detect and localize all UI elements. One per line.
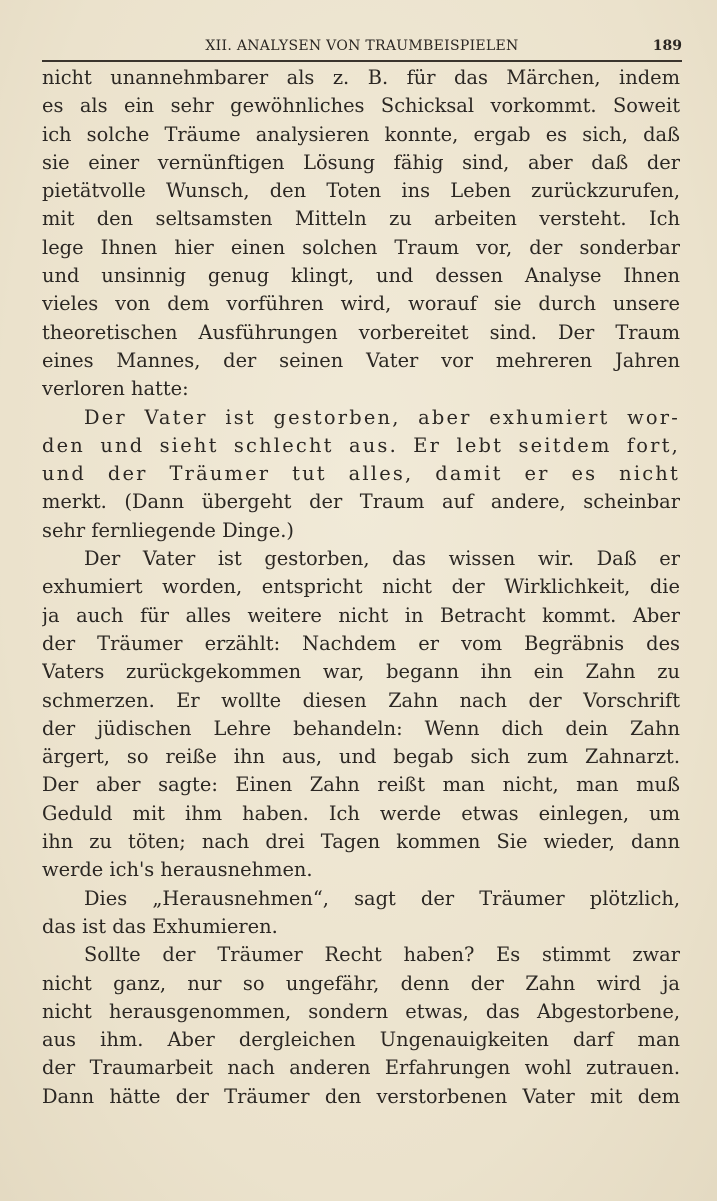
text-line: werde ich's herausnehmen. [42,858,313,882]
text-line-emphasis: den und sieht schlecht aus. Er lebt seitdem fort, [42,433,680,457]
text-line: Der Vater ist gestorben, das wissen wir. Daß er [84,547,680,571]
text-line: verloren hatte: [42,377,189,401]
text-line: pietätvolle Wunsch, den Toten ins Leben zurückzurufen, [42,179,680,203]
text-line: mit den seltsamsten Mitteln zu arbeiten versteht. Ich [42,207,680,231]
text-line: aus ihm. Aber dergleichen Ungenauigkeiten darf man [42,1028,680,1052]
text-line: der Traumarbeit nach anderen Erfahrungen wohl zutrauen. [42,1056,680,1080]
running-header [42,36,682,58]
text-line: sehr fernliegende Dinge.) [42,518,294,542]
text-line: der Träumer erzählt: Nachdem er vom Begräbnis des [42,631,680,655]
text-line: ich solche Träume analysieren konnte, ergab es sich, daß [42,122,680,146]
text-line: Sollte der Träumer Recht haben? Es stimmt zwar [84,943,680,967]
body-text [42,64,680,1111]
text-line: das ist das Exhumieren. [42,914,278,938]
text-line-emphasis: Der Vater ist gestorben, aber exhumiert wor- [84,405,680,429]
text-line: sie einer vernünftigen Lösung fähig sind, aber daß der [42,150,680,174]
text-line: ihn zu töten; nach drei Tagen kommen Sie wieder, dann [42,830,680,854]
text-line: und unsinnig genug klingt, und dessen Analyse Ihnen [42,264,680,288]
text-line: nicht herausgenommen, sondern etwas, das Abgestorbene, [42,999,680,1023]
text-line-emphasis: und der Träumer tut alles, damit er es nicht [42,462,680,486]
text-line: eines Mannes, der seinen Vater vor mehreren Jahren [42,348,680,372]
text-line: Geduld mit ihm haben. Ich werde etwas einlegen, um [42,801,680,825]
chapter-title: XII. ANALYSEN VON TRAUMBEISPIELEN [205,38,519,54]
page-number: 189 [652,38,682,54]
text-line: nicht ganz, nur so ungefähr, denn der Zahn wird ja [42,971,680,995]
text-line: der jüdischen Lehre behandeln: Wenn dich dein Zahn [42,716,680,740]
text-line: merkt. (Dann übergeht der Traum auf andere, scheinbar [42,490,680,514]
text-line: ja auch für alles weitere nicht in Betracht kommt. Aber [42,603,680,627]
text-line: Dies „Herausnehmen“, sagt der Träumer plötzlich, [84,886,680,910]
text-line: es als ein sehr gewöhnliches Schicksal vorkommt. Soweit [42,94,680,118]
text-line: nicht unannehmbarer als z. B. für das Märchen, indem [42,66,680,89]
text-line: theoretischen Ausführungen vorbereitet sind. Der Traum [42,320,680,344]
text-line: Der aber sagte: Einen Zahn reißt man nicht, man muß [42,773,680,797]
text-line: ärgert, so reiße ihn aus, und begab sich zum Zahnarzt. [42,745,680,769]
text-line: Vaters zurückgekommen war, begann ihn ein Zahn zu [42,660,680,684]
text-line: vieles von dem vorführen wird, worauf sie durch unsere [42,292,680,316]
text-line: lege Ihnen hier einen solchen Traum vor, der sonderbar [42,235,680,259]
header-rule [42,60,682,62]
text-line: Dann hätte der Träumer den verstorbenen Vater mit dem [42,1084,680,1108]
text-line: exhumiert worden, entspricht nicht der Wirklichkeit, die [42,575,680,599]
text-line: schmerzen. Er wollte diesen Zahn nach der Vorschrift [42,688,680,712]
